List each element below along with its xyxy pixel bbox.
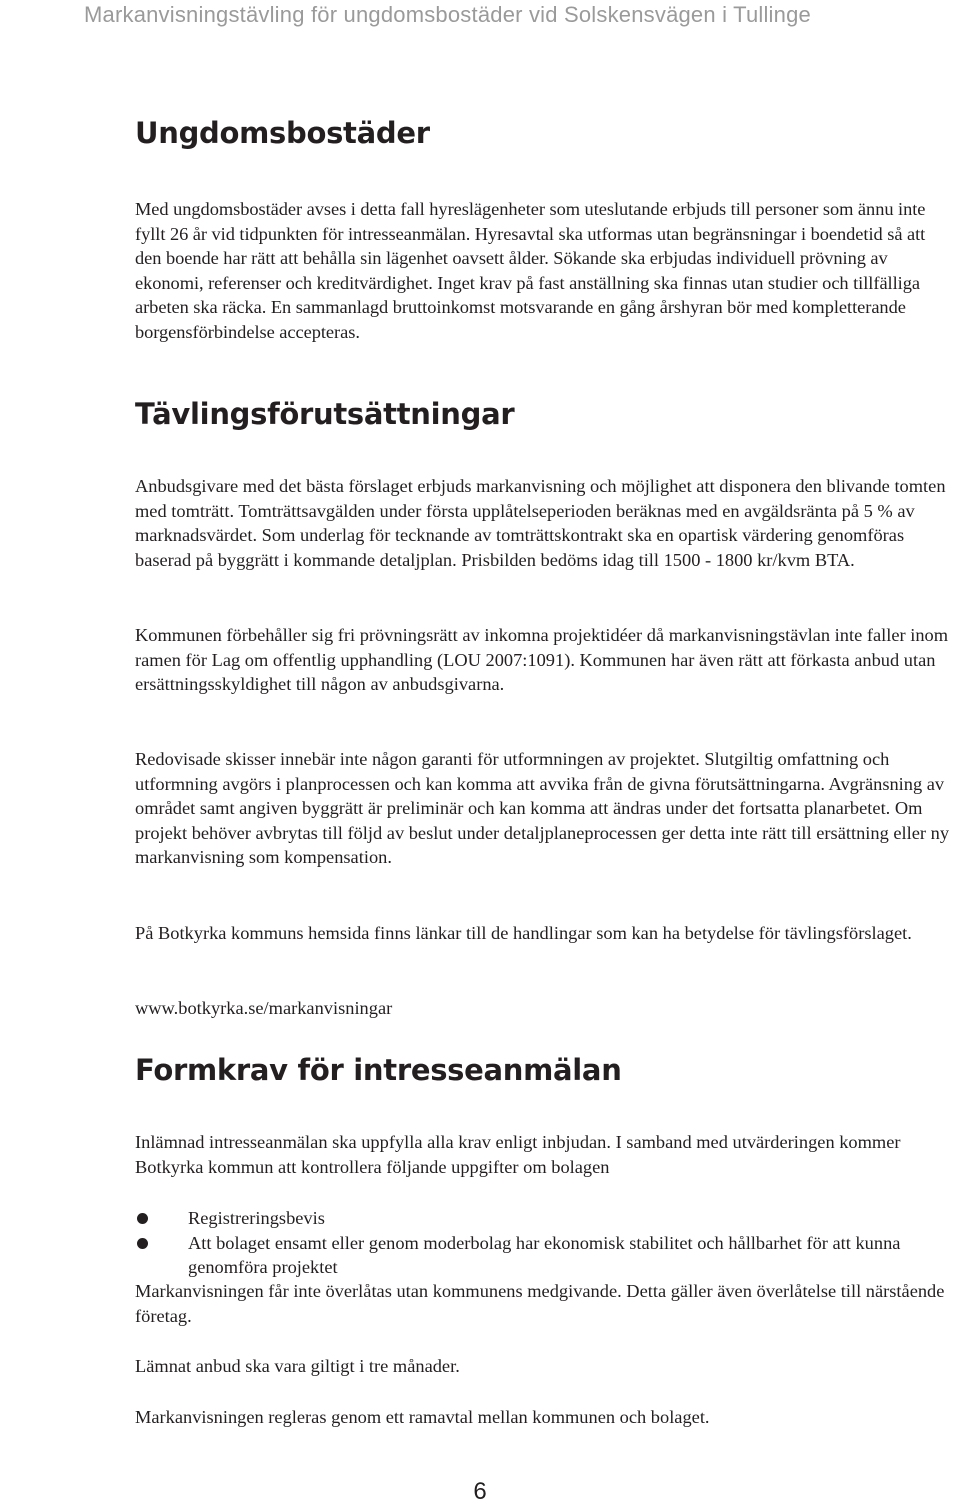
bullet-icon <box>137 1238 148 1249</box>
bullet-icon <box>137 1213 148 1224</box>
paragraph-formkrav-4: Markanvisningen regleras genom ett ramavtal mellan kommunen och bolaget. <box>135 1407 710 1427</box>
heading-ungdomsbostader: Ungdomsbostäder <box>135 116 430 150</box>
paragraph-tavling-2: Kommunen förbehåller sig fri prövningsrätt av inkomna projektidéer då markanvisningstävlan inte faller inom ramen för Lag om offentlig upphandling (LOU 2007:1091). Kommunen har även rätt att förkasta anbud utan ersättningsskyldighet till någon av anbudsgivarna. <box>135 625 949 694</box>
website-link[interactable]: www.botkyrka.se/markanvisningar <box>135 998 393 1018</box>
paragraph-formkrav-3: Lämnat anbud ska vara giltigt i tre månader. <box>135 1356 460 1376</box>
paragraph-formkrav-2: Markanvisningen får inte överlåtas utan kommunens medgivande. Detta gäller även överlåtelse till närstående företag. <box>135 1281 945 1326</box>
list-item-text: Registreringsbevis <box>188 1208 325 1228</box>
list-item <box>135 1231 955 1280</box>
paragraph-formkrav-1: Inlämnad intresseanmälan ska uppfylla alla krav enligt inbjudan. I samband med utvärderingen kommer Botkyrka kommun att kontrollera följande uppgifter om bolagen <box>135 1132 901 1177</box>
paragraph-tavling-1: Anbudsgivare med det bästa förslaget erbjuds markanvisning och möjlighet att disponera den blivande tomten med tomträtt. Tomträttsavgälden under första upplåtelseperioden beräknas med en avgäldsränta på 5 % av marknadsvärdet. Som underlag för tecknande av tomträttskontrakt ska en opartisk värdering genomföras baserad på byggrätt i kommande detaljplan. Prisbilden bedöms idag till 1500 - 1800 kr/kvm BTA. <box>135 476 946 570</box>
running-header-title: Markanvisningstävling för ungdomsbostäder vid Solskensvägen i Tullinge <box>84 2 811 27</box>
list-item-text: Att bolaget ensamt eller genom moderbolag har ekonomisk stabilitet och hållbarhet för att kunna genomföra projektet <box>188 1232 901 1277</box>
paragraph-ungdom: Med ungdomsbostäder avses i detta fall hyreslägenheter som uteslutande erbjuds till personer som ännu inte fyllt 26 år vid tidpunkten för intresseanmälan. Hyresavtal ska utformas utan begränsningar i boendetid så att den boende har rätt att behålla sin lägenhet oavsett ålder. Sökande ska erbjudas individuell prövning av ekonomi, referenser och kreditvärdighet. Inget krav på fast anställning ska finnas utan studier och tillfälliga arbeten ska räcka. En sammanlagd bruttoinkomst motsvarande en gång årshyran bör med kompletterande borgensförbindelse accepteras. <box>135 199 926 342</box>
heading-formkrav: Formkrav för intresseanmälan <box>135 1053 622 1087</box>
requirements-list <box>135 1206 955 1280</box>
list-item <box>135 1206 955 1231</box>
page-number: 6 <box>473 1478 487 1505</box>
heading-tavlingsforutsattningar: Tävlingsförutsättningar <box>135 397 515 431</box>
paragraph-tavling-4: På Botkyrka kommuns hemsida finns länkar till de handlingar som kan ha betydelse för tävlingsförslaget. <box>135 923 912 943</box>
paragraph-tavling-3: Redovisade skisser innebär inte någon garanti för utformningen av projektet. Slutgiltig omfattning och utformning avgörs i planprocessen och kan komma att avvika från de givna förutsättningarna. Avgränsning av området samt angiven byggrätt är preliminär och kan komma att ändras under det fortsatta planarbetet. Om projekt behöver avbrytas till följd av beslut under detaljplaneprocessen ger detta inte rätt till ersättning eller ny markanvisning som kompensation. <box>135 749 950 867</box>
